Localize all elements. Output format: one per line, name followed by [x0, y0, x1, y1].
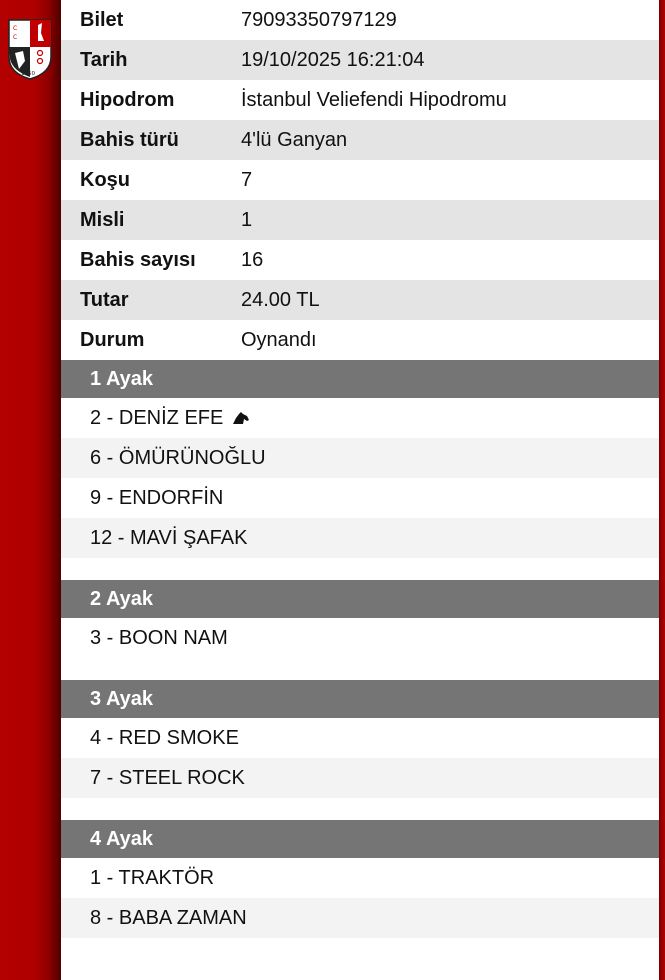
horse-name: 6 - ÖMÜRÜNOĞLU — [90, 446, 266, 469]
horse-row — [61, 898, 659, 938]
info-label: Bahis sayısı — [80, 248, 196, 271]
info-label: Tutar — [80, 288, 129, 311]
info-row — [61, 160, 659, 200]
info-value: 19/10/2025 16:21:04 — [241, 48, 425, 71]
leg-spacer — [61, 798, 659, 820]
horse-name: 4 - RED SMOKE — [90, 726, 239, 749]
horse-name: 1 - TRAKTÖR — [90, 866, 215, 889]
info-row — [61, 0, 659, 40]
info-value: İstanbul Veliefendi Hipodromu — [241, 88, 507, 111]
leg-header: 1 Ayak — [61, 360, 659, 398]
horse-row — [61, 858, 659, 898]
svg-text:C: C — [13, 34, 18, 41]
horse-row — [61, 718, 659, 758]
info-label: Bahis türü — [80, 128, 179, 151]
info-label: Bilet — [80, 8, 124, 31]
info-label: Hipodrom — [80, 88, 175, 111]
info-label: Tarih — [80, 48, 128, 71]
leg-spacer — [61, 938, 659, 960]
info-value: 4'lü Ganyan — [241, 128, 348, 151]
info-value: 79093350797129 — [241, 8, 397, 31]
legs-list — [61, 360, 659, 960]
horse-row — [61, 758, 659, 798]
horse-row — [61, 478, 659, 518]
info-value: Oynandı — [241, 328, 317, 351]
leg-spacer — [61, 658, 659, 680]
ticket-info-table — [61, 0, 659, 360]
info-label: Koşu — [80, 168, 130, 191]
horse-row — [61, 618, 659, 658]
horse-row — [61, 398, 659, 438]
horse-name: 3 - BOON NAM — [90, 626, 228, 649]
horse-name: 2 - DENİZ EFE — [90, 406, 224, 429]
info-label: Misli — [80, 208, 125, 231]
info-row — [61, 240, 659, 280]
leg-header: 2 Ayak — [61, 580, 659, 618]
info-row — [61, 40, 659, 80]
info-value: 7 — [241, 168, 253, 191]
svg-text:1950: 1950 — [21, 71, 35, 77]
left-sidebar — [0, 0, 61, 980]
horse-name: 12 - MAVİ ŞAFAK — [90, 526, 248, 549]
info-row — [61, 280, 659, 320]
horse-head-icon — [232, 411, 250, 425]
info-value: 16 — [241, 248, 264, 271]
horse-name: 9 - ENDORFİN — [90, 486, 224, 509]
info-row — [61, 320, 659, 360]
ticket-details — [61, 0, 659, 960]
horse-name: 8 - BABA ZAMAN — [90, 906, 247, 929]
leg-header: 3 Ayak — [61, 680, 659, 718]
info-row — [61, 80, 659, 120]
horse-name: 7 - STEEL ROCK — [90, 766, 245, 789]
info-label: Durum — [80, 328, 145, 351]
info-row — [61, 200, 659, 240]
info-value: 24.00 TL — [241, 288, 320, 311]
info-value: 1 — [241, 208, 253, 231]
info-row — [61, 120, 659, 160]
leg-spacer — [61, 558, 659, 580]
horse-row — [61, 518, 659, 558]
svg-text:C: C — [13, 25, 18, 32]
horse-row — [61, 438, 659, 478]
club-crest-logo — [5, 17, 55, 80]
leg-header: 4 Ayak — [61, 820, 659, 858]
right-edge-border — [659, 0, 665, 980]
